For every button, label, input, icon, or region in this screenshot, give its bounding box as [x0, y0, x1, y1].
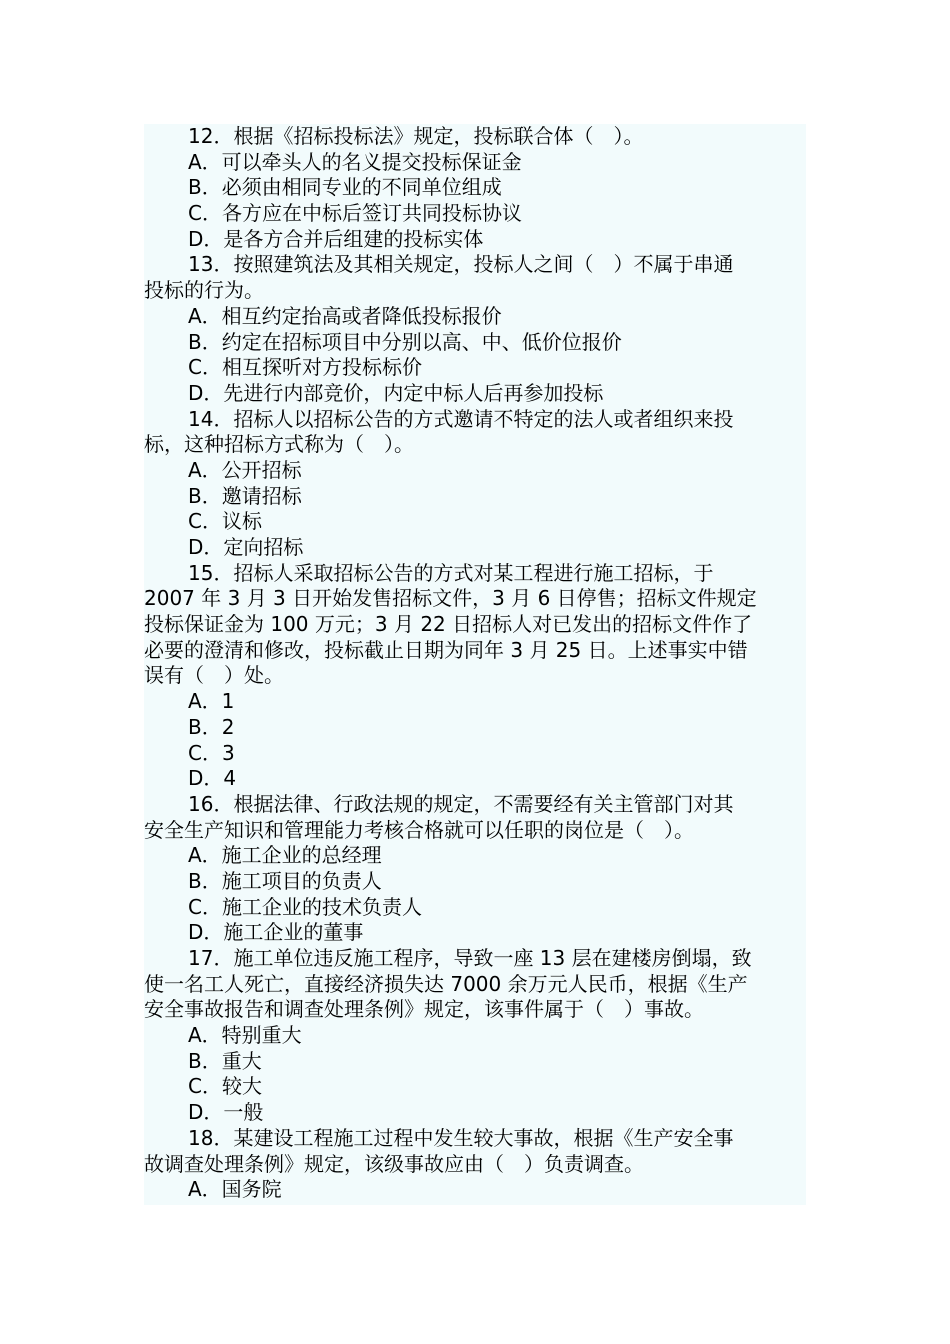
text-line: 安全事故报告和调查处理条例》规定，该事件属于（ ）事故。 [144, 997, 704, 1022]
text-line: D．定向招标 [188, 535, 304, 559]
text-line: C．相互探听对方投标标价 [188, 355, 422, 380]
text-line: A．可以牵头人的名义提交投标保证金 [188, 149, 522, 174]
text-line: C．较大 [188, 1074, 262, 1099]
text-line: B．施工项目的负责人 [188, 868, 382, 893]
text-line: A．施工企业的总经理 [188, 843, 382, 868]
text-line: C．议标 [188, 509, 262, 534]
text-line: 故调查处理条例》规定，该级事故应由（ ）负责调查。 [144, 1151, 644, 1176]
text-line: D．一般 [188, 1100, 264, 1125]
text-line: C．各方应在中标后签订共同投标协议 [188, 201, 522, 226]
text-line: 投标保证金为 100 万元；3 月 22 日招标人对已发出的招标文件作了 [144, 612, 753, 637]
text-line: 使一名工人死亡，直接经济损失达 7000 余万元人民币，根据《生产 [144, 971, 748, 996]
text-line: D．先进行内部竞价，内定中标人后再参加投标 [188, 380, 604, 405]
text-line: A．特别重大 [188, 1023, 302, 1048]
text-line: A．公开招标 [188, 457, 302, 482]
text-line: B．重大 [188, 1048, 262, 1073]
text-line: 16．根据法律、行政法规的规定，不需要经有关主管部门对其 [188, 791, 734, 816]
text-line: 18．某建设工程施工过程中发生较大事故，根据《生产安全事 [188, 1125, 734, 1150]
text-line: D．是各方合并后组建的投标实体 [188, 226, 484, 251]
text-line: B．邀请招标 [188, 483, 302, 508]
text-line: 17．施工单位违反施工程序，导致一座 13 层在建楼房倒塌，致 [188, 946, 752, 970]
text-line: 12．根据《招标投标法》规定，投标联合体（ ）。 [188, 124, 644, 148]
text-line: 2007 年 3 月 3 日开始发售招标文件，3 月 6 日停售；招标文件规定 [144, 586, 757, 611]
text-line: B．2 [188, 714, 235, 739]
text-line: C．施工企业的技术负责人 [188, 894, 422, 919]
text-line: A．1 [188, 689, 235, 714]
text-line: A．国务院 [188, 1177, 282, 1202]
text-line: C．3 [188, 740, 235, 765]
text-line: D．4 [188, 766, 237, 791]
text-line: B．约定在招标项目中分别以高、中、低价位报价 [188, 329, 622, 354]
document-text-block [144, 124, 806, 1205]
text-line: A．相互约定抬高或者降低投标报价 [188, 303, 502, 328]
text-line: D．施工企业的董事 [188, 920, 364, 945]
text-line: 标，这种招标方式称为（ ）。 [144, 432, 414, 457]
text-line: 误有（ ）处。 [144, 663, 284, 688]
text-line: 投标的行为。 [144, 278, 264, 303]
text-line: B．必须由相同专业的不同单位组成 [188, 175, 502, 200]
text-line: 15．招标人采取招标公告的方式对某工程进行施工招标，于 [188, 560, 714, 585]
text-line: 安全生产知识和管理能力考核合格就可以任职的岗位是（ ）。 [144, 817, 694, 842]
text-line: 必要的澄清和修改，投标截止日期为同年 3 月 25 日。上述事实中错 [144, 637, 748, 662]
text-line: 13．按照建筑法及其相关规定，投标人之间（ ）不属于串通 [188, 252, 734, 277]
text-line: 14．招标人以招标公告的方式邀请不特定的法人或者组织来投 [188, 406, 734, 431]
